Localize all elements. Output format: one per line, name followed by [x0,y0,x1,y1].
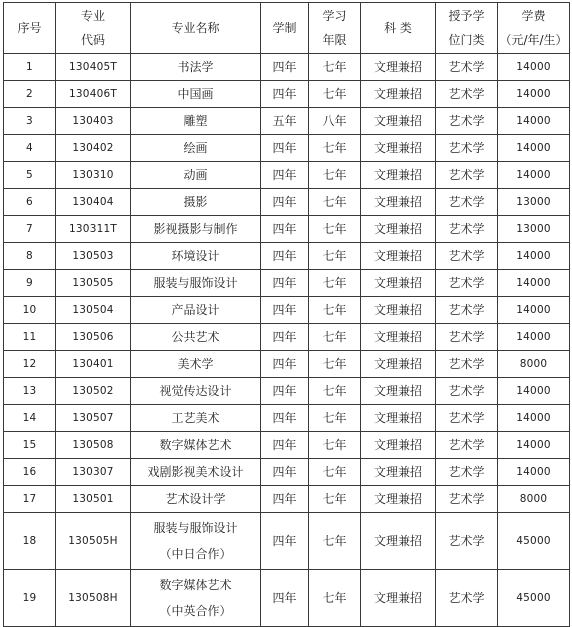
cell-degree: 艺术学 [436,405,498,432]
cell-duration: 四年 [261,270,309,297]
cell-category: 文理兼招 [361,135,436,162]
cell-degree: 艺术学 [436,459,498,486]
cell-name [131,297,261,324]
cell-duration: 四年 [261,135,309,162]
cell-no: 6 [4,189,56,216]
cell-fee: 8000 [498,351,570,378]
table-row [4,324,570,351]
cell-no: 4 [4,135,56,162]
table-row [4,135,570,162]
cell-duration: 四年 [261,351,309,378]
cell-name [131,351,261,378]
cell-fee: 14000 [498,459,570,486]
cell-max-years: 七年 [309,297,361,324]
major-name-line: 视觉传达设计 [159,384,232,398]
header-code [56,3,131,54]
cell-category: 文理兼招 [361,108,436,135]
cell-category: 文理兼招 [361,405,436,432]
cell-max-years: 七年 [309,351,361,378]
cell-category: 文理兼招 [361,486,436,513]
cell-max-years: 七年 [309,324,361,351]
cell-code: 130404 [56,189,131,216]
cell-fee: 14000 [498,81,570,108]
table-row [4,243,570,270]
cell-max-years: 七年 [309,162,361,189]
cell-no: 9 [4,270,56,297]
cell-max-years: 七年 [309,459,361,486]
header-label: （元/年/生） [499,33,568,47]
cell-duration: 四年 [261,486,309,513]
cell-fee: 14000 [498,108,570,135]
cell-max-years: 七年 [309,54,361,81]
cell-category: 文理兼招 [361,270,436,297]
cell-code: 130402 [56,135,131,162]
cell-max-years: 八年 [309,108,361,135]
cell-no: 13 [4,378,56,405]
cell-code: 130506 [56,324,131,351]
cell-name [131,486,261,513]
table-row [4,378,570,405]
cell-degree: 艺术学 [436,270,498,297]
cell-category: 文理兼招 [361,513,436,570]
cell-degree: 艺术学 [436,570,498,627]
cell-name [131,570,261,627]
table-row [4,432,570,459]
cell-duration: 四年 [261,324,309,351]
cell-no: 14 [4,405,56,432]
cell-code: 130508H [56,570,131,627]
major-name-line: 数字媒体艺术 [159,438,232,452]
cell-fee: 13000 [498,189,570,216]
cell-category: 文理兼招 [361,189,436,216]
header-label: 代码 [80,33,105,47]
cell-name [131,324,261,351]
cell-fee: 45000 [498,513,570,570]
cell-no: 11 [4,324,56,351]
major-name-line: 影视摄影与制作 [153,222,238,236]
major-name-line: 服装与服饰设计 [153,276,238,290]
major-name-line: 服装与服饰设计 [153,521,238,535]
cell-name [131,135,261,162]
table-row [4,162,570,189]
cell-code: 130401 [56,351,131,378]
cell-max-years: 七年 [309,405,361,432]
table-row [4,189,570,216]
cell-fee: 14000 [498,270,570,297]
cell-no: 7 [4,216,56,243]
table-row [4,486,570,513]
table-row [4,459,570,486]
table-body [4,54,570,627]
cell-name [131,54,261,81]
table-row [4,513,570,570]
cell-code: 130307 [56,459,131,486]
cell-fee: 8000 [498,486,570,513]
cell-duration: 四年 [261,54,309,81]
header-name [131,3,261,54]
cell-duration: 四年 [261,297,309,324]
cell-category: 文理兼招 [361,297,436,324]
cell-degree: 艺术学 [436,81,498,108]
cell-no: 15 [4,432,56,459]
cell-max-years: 七年 [309,378,361,405]
cell-code: 130507 [56,405,131,432]
table-row [4,270,570,297]
cell-fee: 14000 [498,162,570,189]
major-name-line: 动画 [183,168,208,182]
cell-degree: 艺术学 [436,324,498,351]
cell-max-years: 七年 [309,270,361,297]
header-label: 专业名称 [171,21,220,35]
header-label: 学制 [272,21,297,35]
cell-max-years: 七年 [309,135,361,162]
cell-degree: 艺术学 [436,513,498,570]
cell-fee: 45000 [498,570,570,627]
header-label: 序号 [17,21,42,35]
cell-code: 130503 [56,243,131,270]
cell-no: 8 [4,243,56,270]
header-label: 学费 [521,9,546,23]
cell-fee: 14000 [498,324,570,351]
cell-no: 12 [4,351,56,378]
cell-code: 130501 [56,486,131,513]
cell-code: 130403 [56,108,131,135]
table-row [4,351,570,378]
cell-degree: 艺术学 [436,351,498,378]
cell-code: 130502 [56,378,131,405]
major-name-line: 艺术设计学 [165,492,226,506]
cell-category: 文理兼招 [361,54,436,81]
cell-fee: 14000 [498,243,570,270]
cell-degree: 艺术学 [436,189,498,216]
cell-name [131,243,261,270]
cell-name [131,405,261,432]
table-row [4,297,570,324]
cell-duration: 四年 [261,162,309,189]
cell-duration: 四年 [261,81,309,108]
cell-fee: 14000 [498,135,570,162]
cell-max-years: 七年 [309,243,361,270]
cell-fee: 14000 [498,405,570,432]
cell-max-years: 七年 [309,432,361,459]
cell-degree: 艺术学 [436,54,498,81]
cell-code: 130504 [56,297,131,324]
cell-category: 文理兼招 [361,459,436,486]
header-label: 专业 [80,9,105,23]
major-name-line: 数字媒体艺术 [159,578,232,592]
cell-no: 2 [4,81,56,108]
major-name-line: 书法学 [177,60,214,74]
cell-category: 文理兼招 [361,81,436,108]
cell-category: 文理兼招 [361,570,436,627]
table-row [4,81,570,108]
cell-fee: 14000 [498,297,570,324]
cell-degree: 艺术学 [436,432,498,459]
cell-duration: 四年 [261,513,309,570]
cell-degree: 艺术学 [436,378,498,405]
header-label: 学习 [322,9,347,23]
cell-name [131,459,261,486]
cell-no: 1 [4,54,56,81]
major-name-line: 美术学 [177,357,214,371]
cell-no: 16 [4,459,56,486]
cell-no: 19 [4,570,56,627]
cell-no: 17 [4,486,56,513]
cell-duration: 四年 [261,216,309,243]
cell-category: 文理兼招 [361,216,436,243]
major-name-line: 雕塑 [183,114,208,128]
cell-max-years: 七年 [309,81,361,108]
cell-no: 10 [4,297,56,324]
cell-degree: 艺术学 [436,162,498,189]
header-duration [261,3,309,54]
cell-name [131,108,261,135]
header-label: 授予学 [448,9,485,23]
major-name-line: （中英合作） [159,604,232,618]
cell-fee: 14000 [498,432,570,459]
cell-no: 3 [4,108,56,135]
table-header-row [4,3,570,54]
cell-duration: 四年 [261,243,309,270]
header-no [4,3,56,54]
cell-max-years: 七年 [309,570,361,627]
major-name-line: 绘画 [183,141,208,155]
header-label: 科 类 [384,21,412,35]
cell-code: 130406T [56,81,131,108]
cell-max-years: 七年 [309,216,361,243]
table-row [4,570,570,627]
cell-fee: 13000 [498,216,570,243]
major-name-line: 中国画 [177,87,214,101]
cell-duration: 四年 [261,189,309,216]
cell-max-years: 七年 [309,486,361,513]
header-category [361,3,436,54]
table-row [4,405,570,432]
cell-degree: 艺术学 [436,243,498,270]
header-label: 位门类 [448,33,485,47]
cell-category: 文理兼招 [361,324,436,351]
major-name-line: 戏剧影视美术设计 [147,465,244,479]
major-name-line: （中日合作） [159,547,232,561]
table-row [4,108,570,135]
header-degree [436,3,498,54]
header-max-years [309,3,361,54]
cell-no: 5 [4,162,56,189]
cell-code: 130405T [56,54,131,81]
cell-category: 文理兼招 [361,378,436,405]
table-row [4,216,570,243]
cell-code: 130311T [56,216,131,243]
majors-table [3,2,570,627]
cell-degree: 艺术学 [436,486,498,513]
cell-fee: 14000 [498,54,570,81]
cell-code: 130505 [56,270,131,297]
cell-no: 18 [4,513,56,570]
cell-category: 文理兼招 [361,243,436,270]
cell-fee: 14000 [498,378,570,405]
cell-category: 文理兼招 [361,351,436,378]
cell-name [131,378,261,405]
cell-degree: 艺术学 [436,135,498,162]
cell-duration: 五年 [261,108,309,135]
major-name-line: 产品设计 [171,303,220,317]
cell-code: 130508 [56,432,131,459]
cell-category: 文理兼招 [361,432,436,459]
cell-degree: 艺术学 [436,216,498,243]
major-name-line: 工艺美术 [171,411,220,425]
cell-code: 130505H [56,513,131,570]
header-label: 年限 [322,33,347,47]
cell-degree: 艺术学 [436,297,498,324]
cell-degree: 艺术学 [436,108,498,135]
table-row [4,54,570,81]
cell-duration: 四年 [261,378,309,405]
cell-name [131,513,261,570]
cell-name [131,189,261,216]
cell-name [131,270,261,297]
cell-duration: 四年 [261,459,309,486]
cell-duration: 四年 [261,432,309,459]
cell-max-years: 七年 [309,513,361,570]
cell-name [131,432,261,459]
major-name-line: 摄影 [183,195,208,209]
cell-name [131,81,261,108]
cell-category: 文理兼招 [361,162,436,189]
cell-max-years: 七年 [309,189,361,216]
cell-name [131,216,261,243]
cell-name [131,162,261,189]
cell-code: 130310 [56,162,131,189]
cell-duration: 四年 [261,405,309,432]
major-name-line: 环境设计 [171,249,220,263]
header-fee [498,3,570,54]
major-name-line: 公共艺术 [171,330,220,344]
cell-duration: 四年 [261,570,309,627]
